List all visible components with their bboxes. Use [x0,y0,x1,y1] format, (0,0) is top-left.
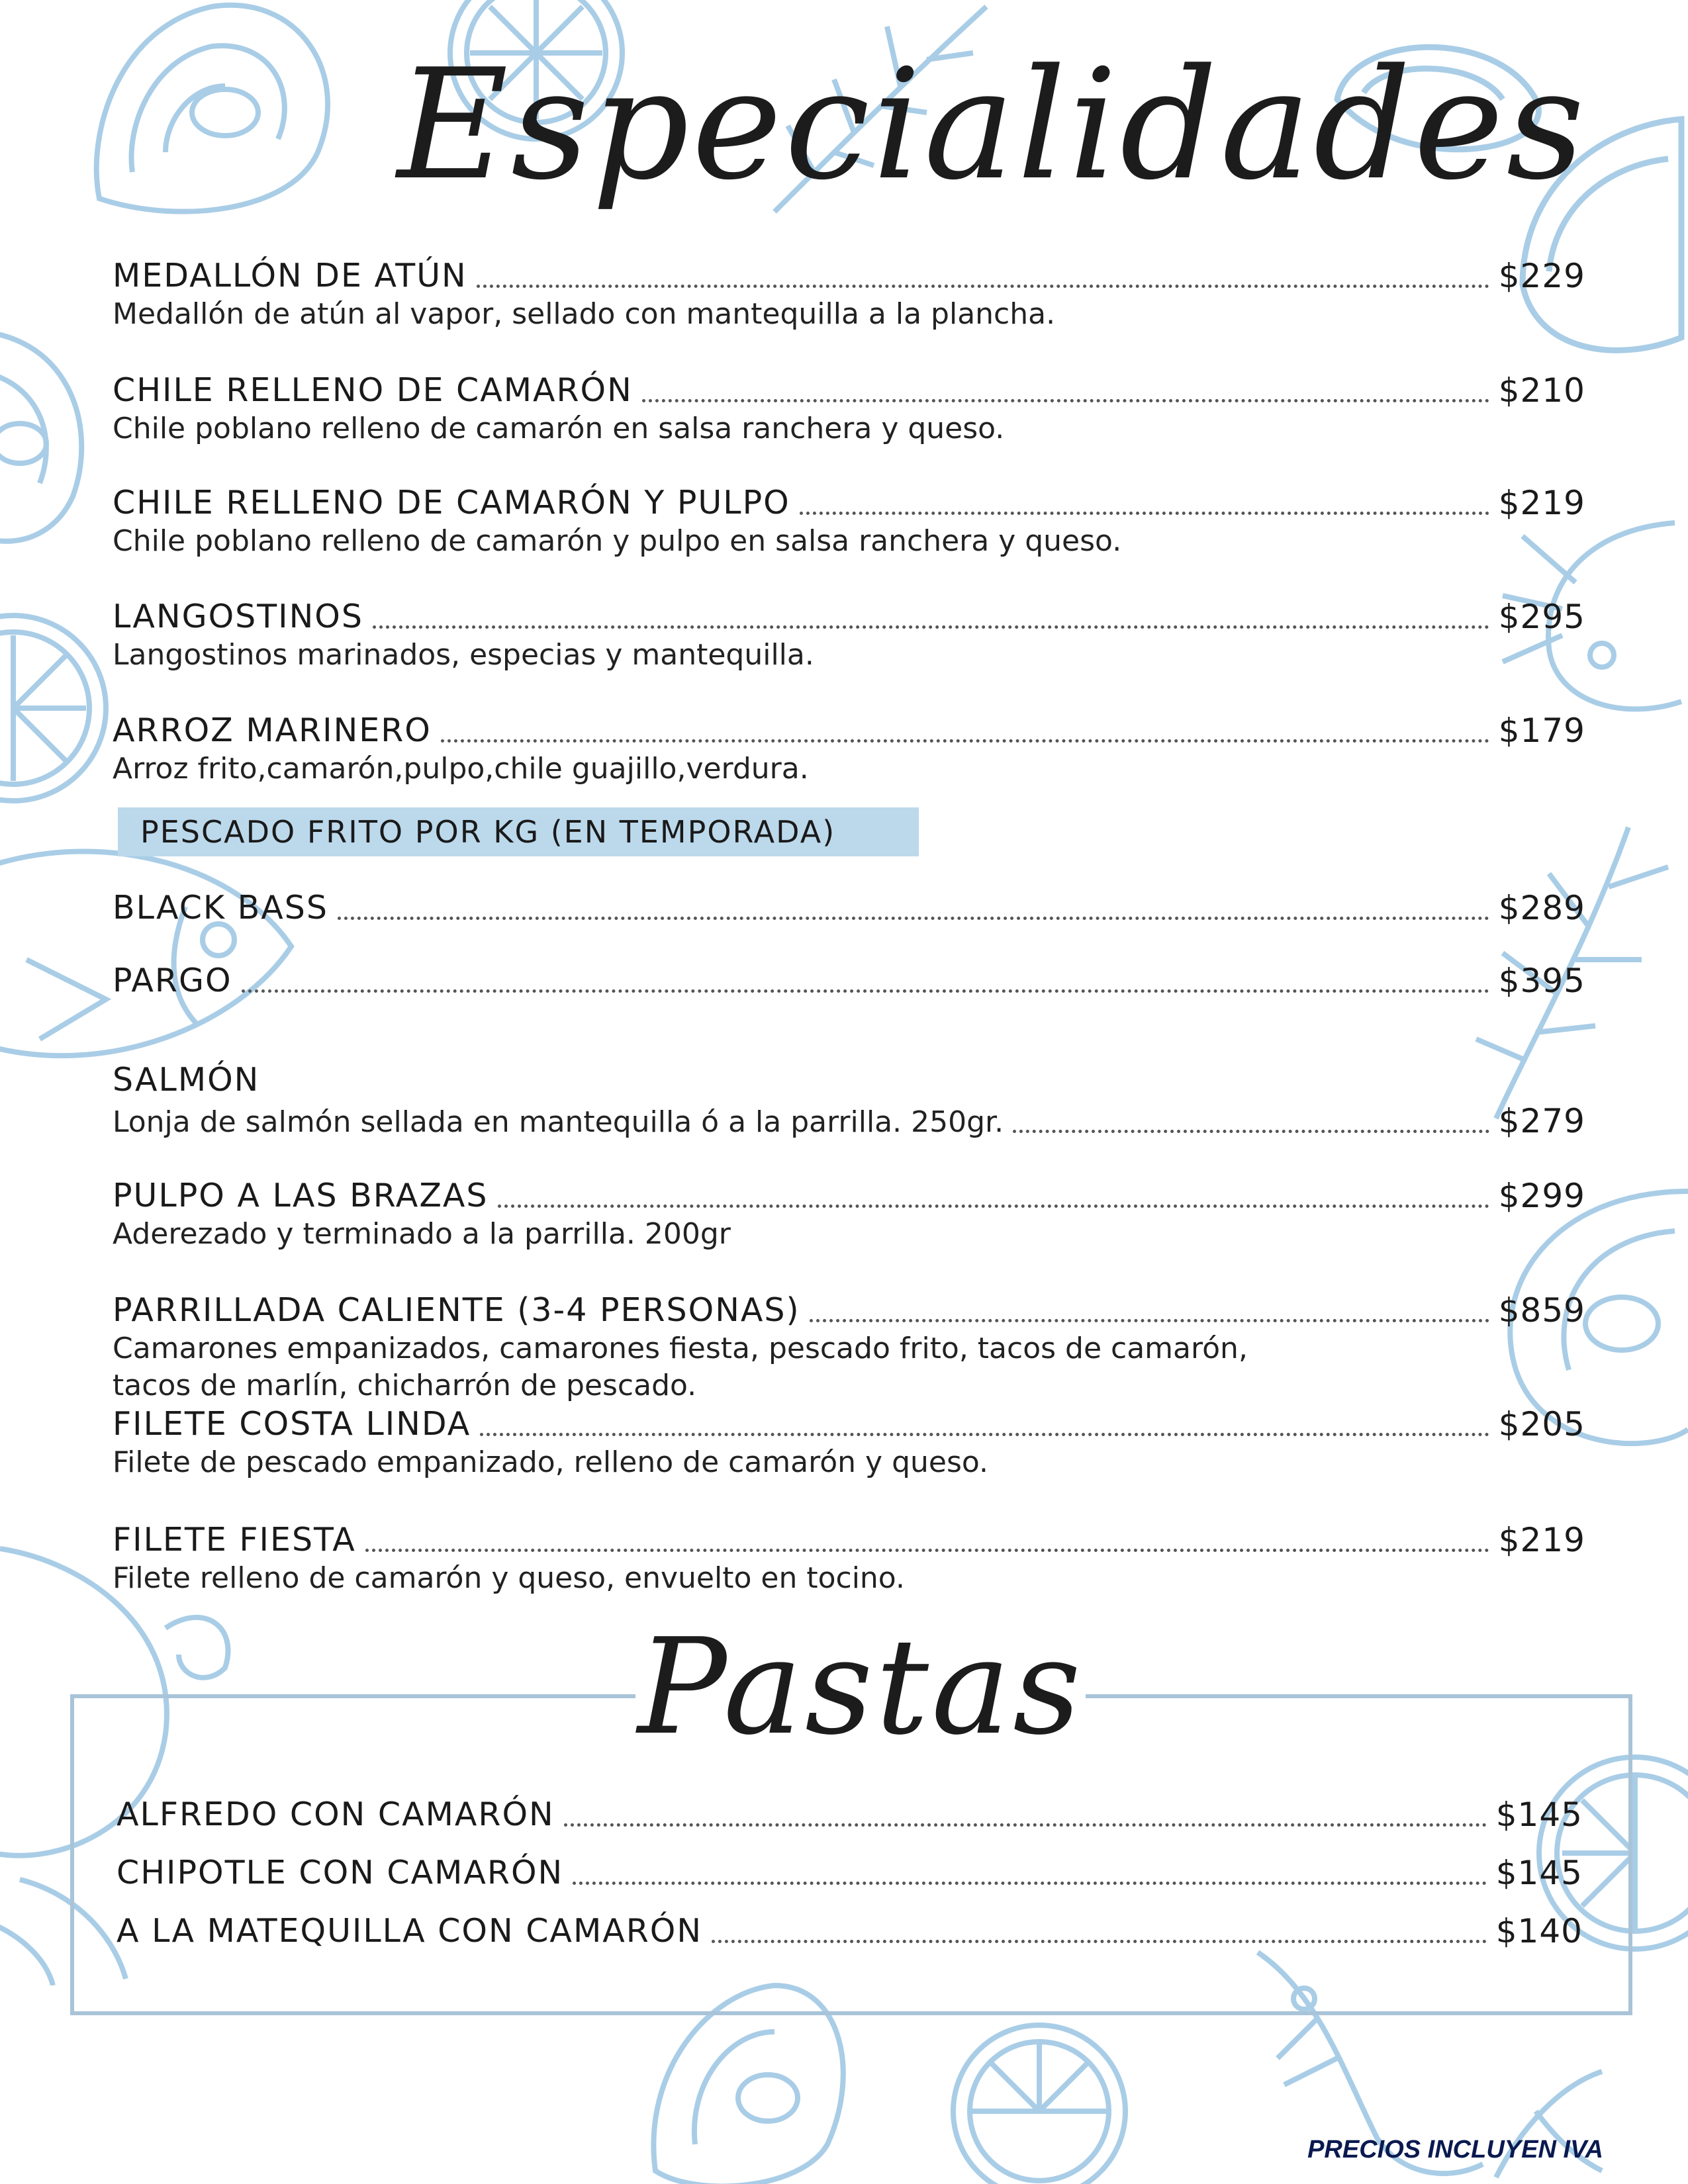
dotted-leader [1013,1130,1489,1133]
item-price: $289 [1498,889,1585,927]
section-title-pastas: Pastas [635,1608,1086,1767]
item-price: $859 [1498,1291,1585,1330]
menu-item [113,475,1585,560]
item-price: $395 [1498,962,1585,1000]
pescado-frito-banner: PESCADO FRITO POR KG (EN TEMPORADA) [118,807,919,856]
menu-item [113,953,1585,1001]
item-price: $299 [1498,1177,1585,1215]
menu-item [117,1845,1583,1893]
item-price: $295 [1498,598,1585,636]
dotted-leader [242,989,1489,993]
item-name: BLACK BASS [113,889,328,927]
item-description: Medallón de atún al vapor, sellado con mantequilla a la plancha. [113,297,1056,331]
item-price: $219 [1498,484,1585,522]
dotted-leader [365,1549,1489,1552]
item-name: ALFREDO CON CAMARÓN [117,1796,555,1833]
item-description: Chile poblano relleno de camarón y pulpo en salsa ranchera y queso. [113,524,1122,558]
menu-item [113,1283,1585,1404]
item-price: $145 [1495,1796,1583,1834]
item-price: $205 [1498,1405,1585,1443]
dotted-leader [800,512,1489,515]
menu-item [113,703,1585,788]
dotted-leader [338,917,1489,920]
item-description: Lonja de salmón sellada en mantequilla ó a la parrilla. 250gr. [113,1105,1004,1139]
menu-item [113,363,1585,447]
item-description: Langostinos marinados, especias y mantequilla. [113,638,814,672]
item-name: FILETE FIESTA [113,1521,356,1559]
menu-item [113,589,1585,674]
item-name: SALMÓN [113,1061,260,1099]
item-description: Aderezado y terminado a la parrilla. 200gr [113,1217,731,1251]
dotted-leader [498,1205,1489,1208]
menu-item [113,1168,1585,1253]
item-description-line2: tacos de marlín, chicharrón de pescado. [113,1369,697,1402]
item-description: Chile poblano relleno de camarón en salsa ranchera y queso. [113,412,1005,445]
item-price: $229 [1498,257,1585,295]
dotted-leader [712,1940,1487,1943]
item-price: $145 [1495,1854,1583,1892]
item-name: CHIPOTLE CON CAMARÓN [117,1854,564,1891]
dotted-leader [564,1823,1487,1827]
item-name: MEDALLÓN DE ATÚN [113,257,467,295]
item-price: $140 [1495,1912,1583,1950]
item-description: Camarones empanizados, camarones fiesta, pescado frito, tacos de camarón, [113,1332,1248,1365]
item-name: CHILE RELLENO DE CAMARÓN Y PULPO [113,484,790,522]
menu-item [113,1052,1585,1141]
item-description: Arroz frito,camarón,pulpo,chile guajillo,verdura. [113,752,809,786]
item-name: FILETE COSTA LINDA [113,1405,471,1443]
dotted-leader [642,399,1489,402]
item-name: PULPO A LAS BRAZAS [113,1177,489,1214]
dotted-leader [480,1433,1489,1436]
item-name: PARRILLADA CALIENTE (3-4 PERSONAS) [113,1291,800,1329]
item-price: $210 [1498,371,1585,410]
dotted-leader [373,625,1489,629]
footer-note: PRECIOS INCLUYEN IVA [1307,2136,1603,2163]
menu-item [113,1396,1585,1481]
item-price: $279 [1498,1102,1585,1140]
menu-item [113,248,1585,333]
item-name: PARGO [113,962,232,999]
item-name: LANGOSTINOS [113,598,363,635]
item-description: Filete relleno de camarón y queso, envuelto en tocino. [113,1561,905,1595]
item-name: ARROZ MARINERO [113,711,432,749]
item-price: $179 [1498,711,1585,750]
menu-item [117,1903,1583,1951]
dotted-leader [477,285,1489,288]
dotted-leader [573,1882,1487,1885]
menu-item [113,1512,1585,1597]
menu-item [113,880,1585,928]
dotted-leader [441,739,1489,743]
item-description: Filete de pescado empanizado, relleno de camarón y queso. [113,1445,989,1479]
item-name: CHILE RELLENO DE CAMARÓN [113,371,633,409]
menu-item [117,1787,1583,1835]
section-title-especialidades: Especialidades [397,37,1587,214]
dotted-leader [810,1319,1489,1322]
item-name: A LA MATEQUILLA CON CAMARÓN [117,1912,703,1950]
item-price: $219 [1498,1521,1585,1559]
